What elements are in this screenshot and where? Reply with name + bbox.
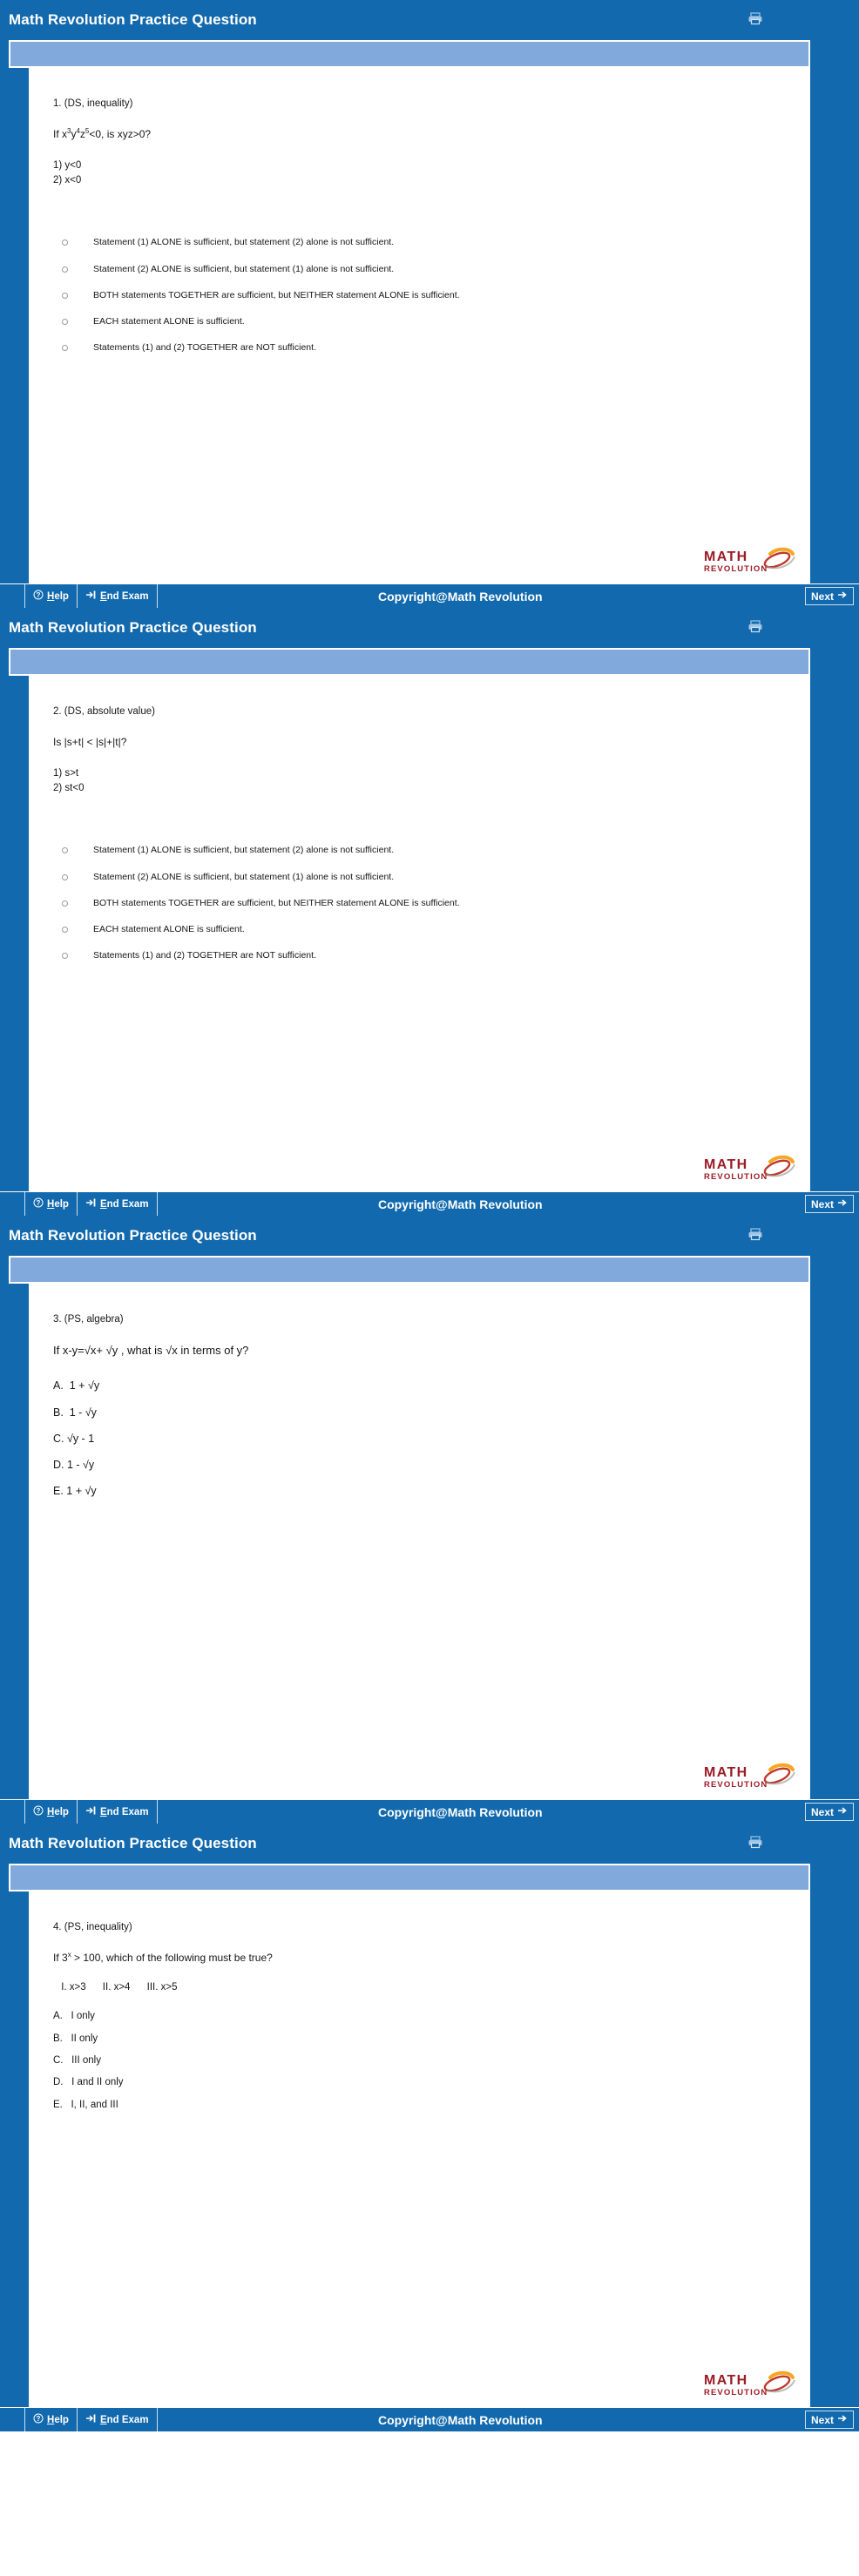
radio-icon[interactable] <box>62 266 68 273</box>
next-label: Next <box>810 1805 834 1818</box>
statement-1: 1) s>t <box>53 768 79 779</box>
next-label: Next <box>810 590 834 603</box>
answer-option-a[interactable] <box>53 237 789 248</box>
question-circle-icon <box>33 1805 44 1818</box>
svg-text:?: ? <box>36 2415 41 2423</box>
question-canvas <box>0 68 810 583</box>
question-canvas <box>0 1284 810 1799</box>
question-heading: 1. (DS, inequality) <box>53 98 133 109</box>
swoosh-icon <box>758 1761 798 1787</box>
help-button[interactable] <box>24 584 78 608</box>
radio-icon[interactable] <box>62 239 68 246</box>
radio-icon[interactable] <box>62 927 68 933</box>
radio-icon[interactable] <box>62 319 68 325</box>
end-exam-label: End Exam <box>99 590 149 602</box>
logo-line-2: REVOLUTION <box>704 2388 768 2397</box>
printer-icon[interactable] <box>747 1228 763 1242</box>
option-label: EACH statement ALONE is sufficient. <box>93 923 245 934</box>
choice-b[interactable]: B. 1 - √y <box>53 1406 97 1419</box>
title-banner <box>9 40 810 68</box>
help-button[interactable] <box>24 2408 78 2431</box>
printer-icon[interactable] <box>747 620 763 634</box>
math-revolution-logo <box>704 1761 798 1790</box>
answer-choices <box>53 1379 789 1498</box>
exit-arrow-icon <box>85 1197 97 1210</box>
end-exam-button[interactable] <box>77 1192 158 1216</box>
question-heading: 2. (DS, absolute value) <box>53 706 155 717</box>
answer-choices <box>53 2010 789 2112</box>
question-stem: If $3^x > 100$, which of the following must be true? <box>53 1950 273 1964</box>
radio-icon[interactable] <box>62 900 68 907</box>
swoosh-icon <box>758 2369 798 2395</box>
end-exam-label: End Exam <box>99 1806 149 1817</box>
next-button[interactable] <box>805 587 854 605</box>
help-label: Help <box>47 2414 69 2425</box>
logo-line-2: REVOLUTION <box>704 1780 768 1790</box>
end-exam-button[interactable] <box>77 2408 158 2431</box>
question-stem: If x-y=√x+ √y , what is √x in terms of y? <box>53 1343 249 1357</box>
slide-body <box>0 676 859 1191</box>
radio-icon[interactable] <box>62 293 68 299</box>
copyright-text: Copyright@Math Revolution <box>377 2412 543 2427</box>
question-circle-icon <box>33 590 44 603</box>
arrow-right-icon <box>837 1805 848 1818</box>
logo-line-1: MATH <box>704 1157 748 1172</box>
choice-b[interactable]: B. II only <box>53 2033 98 2044</box>
answer-option-c[interactable] <box>53 898 789 909</box>
arrow-right-icon <box>837 1197 848 1210</box>
slide-body <box>0 68 859 583</box>
option-label: EACH statement ALONE is sufficient. <box>93 315 245 327</box>
page-title: Math Revolution Practice Question <box>9 1834 257 1851</box>
question-stem: If $x^3y^4z^5<0$, is xyz>0? <box>53 126 152 140</box>
arrow-right-icon <box>837 590 848 603</box>
slide-question-3 <box>0 1216 859 1824</box>
option-label: BOTH statements TOGETHER are sufficient, but NEITHER statement ALONE is sufficient. <box>93 897 460 908</box>
title-banner <box>9 1256 810 1284</box>
exit-arrow-icon <box>85 1805 97 1818</box>
footer-toolbar <box>0 1799 859 1824</box>
footer-toolbar <box>0 2407 859 2431</box>
next-button[interactable] <box>805 2411 854 2429</box>
slide-header <box>0 1824 859 1862</box>
swoosh-icon <box>758 1153 798 1179</box>
help-label: Help <box>47 590 69 602</box>
next-button[interactable] <box>805 1803 854 1821</box>
question-circle-icon <box>33 2413 44 2426</box>
question-stem: Is |s+t| < |s|+|t|? <box>53 735 127 748</box>
question-heading: 4. (PS, inequality) <box>53 1922 132 1932</box>
svg-text:?: ? <box>36 1807 41 1815</box>
next-button[interactable] <box>805 1195 854 1213</box>
choice-c[interactable]: C. √y - 1 <box>53 1432 95 1445</box>
help-label: Help <box>47 1198 69 1210</box>
slide-header <box>0 0 859 38</box>
end-exam-label: End Exam <box>99 2414 149 2425</box>
copyright-text: Copyright@Math Revolution <box>377 1197 543 1211</box>
end-exam-button[interactable] <box>77 1800 158 1824</box>
slide-question-2 <box>0 608 859 1216</box>
choice-d[interactable]: D. I and II only <box>53 2077 124 2088</box>
option-label: BOTH statements TOGETHER are sufficient, but NEITHER statement ALONE is sufficient. <box>93 289 460 300</box>
math-revolution-logo <box>704 1153 798 1183</box>
choice-a[interactable]: A. 1 + √y <box>53 1379 100 1393</box>
radio-icon[interactable] <box>62 345 68 351</box>
choice-e[interactable]: E. I, II, and III <box>53 2099 118 2110</box>
slide-question-1 <box>0 0 859 608</box>
slide-header <box>0 1216 859 1254</box>
page-title: Math Revolution Practice Question <box>9 618 257 636</box>
help-button[interactable] <box>24 1192 78 1216</box>
footer-toolbar <box>0 1191 859 1216</box>
radio-icon[interactable] <box>62 847 68 853</box>
answer-option-b[interactable] <box>53 264 789 275</box>
statement-2: 2) st<0 <box>53 782 85 793</box>
banner-wrap <box>0 1862 859 1892</box>
roman-numeral-options: I. x>3 II. x>4 III. x>5 <box>58 1982 178 1993</box>
math-revolution-logo <box>704 545 798 575</box>
answer-option-e[interactable] <box>53 342 789 354</box>
copyright-text: Copyright@Math Revolution <box>377 1804 543 1819</box>
math-revolution-logo <box>704 2369 798 2398</box>
printer-icon[interactable] <box>747 12 763 26</box>
option-label: Statement (1) ALONE is sufficient, but statement (2) alone is not sufficient. <box>93 237 395 248</box>
logo-line-1: MATH <box>704 550 748 564</box>
footer-toolbar <box>0 583 859 608</box>
choice-d[interactable]: D. 1 - √y <box>53 1459 95 1472</box>
slide-question-4 <box>0 1824 859 2431</box>
choice-c[interactable]: C. III only <box>53 2055 101 2066</box>
statement-list <box>53 766 789 795</box>
next-label: Next <box>810 1197 834 1210</box>
printer-icon[interactable] <box>747 1836 763 1850</box>
answer-option-d[interactable] <box>53 316 789 327</box>
help-button[interactable] <box>24 1800 78 1824</box>
statement-list <box>53 158 789 187</box>
svg-text:?: ? <box>36 591 41 599</box>
slide-body <box>0 1892 859 2407</box>
title-banner <box>9 1864 810 1892</box>
svg-text:?: ? <box>36 1199 41 1207</box>
answer-options <box>53 845 789 961</box>
exit-arrow-icon <box>85 2413 97 2426</box>
answer-option-e[interactable] <box>53 950 789 961</box>
end-exam-label: End Exam <box>99 1198 149 1210</box>
slide-header <box>0 608 859 646</box>
title-banner <box>9 648 810 676</box>
banner-wrap <box>0 1254 859 1284</box>
help-label: Help <box>47 1806 69 1817</box>
next-label: Next <box>810 2413 834 2426</box>
logo-line-1: MATH <box>704 1765 748 1780</box>
option-label: Statement (2) ALONE is sufficient, but statement (1) alone is not sufficient. <box>93 871 395 882</box>
choice-a[interactable]: A. I only <box>53 2011 95 2022</box>
question-canvas <box>0 1892 810 2407</box>
banner-wrap <box>0 38 859 68</box>
logo-line-2: REVOLUTION <box>704 564 768 574</box>
end-exam-button[interactable] <box>77 584 158 608</box>
answer-options <box>53 237 789 353</box>
answer-option-a[interactable] <box>53 845 789 856</box>
page-title: Math Revolution Practice Question <box>9 1226 257 1244</box>
banner-wrap <box>0 646 859 676</box>
radio-icon[interactable] <box>62 874 68 880</box>
answer-option-c[interactable] <box>53 290 789 301</box>
statement-1: 1) y<0 <box>53 160 82 172</box>
option-label: Statement (2) ALONE is sufficient, but statement (1) alone is not sufficient. <box>93 263 395 274</box>
option-label: Statements (1) and (2) TOGETHER are NOT sufficient. <box>93 949 316 961</box>
answer-option-d[interactable] <box>53 924 789 935</box>
option-label: Statements (1) and (2) TOGETHER are NOT sufficient. <box>93 341 316 353</box>
choice-e[interactable]: E. 1 + √y <box>53 1485 97 1498</box>
radio-icon[interactable] <box>62 953 68 959</box>
arrow-right-icon <box>837 2413 848 2426</box>
exit-arrow-icon <box>85 590 97 603</box>
question-circle-icon <box>33 1197 44 1210</box>
swoosh-icon <box>758 545 798 571</box>
question-heading: 3. (PS, algebra) <box>53 1314 124 1325</box>
question-canvas <box>0 676 810 1191</box>
logo-line-2: REVOLUTION <box>704 1172 768 1182</box>
option-label: Statement (1) ALONE is sufficient, but statement (2) alone is not sufficient. <box>93 845 395 856</box>
page-title: Math Revolution Practice Question <box>9 10 257 28</box>
logo-line-1: MATH <box>704 2373 748 2388</box>
copyright-text: Copyright@Math Revolution <box>377 589 543 604</box>
answer-option-b[interactable] <box>53 872 789 883</box>
statement-2: 2) x<0 <box>53 174 82 185</box>
slide-body <box>0 1284 859 1799</box>
